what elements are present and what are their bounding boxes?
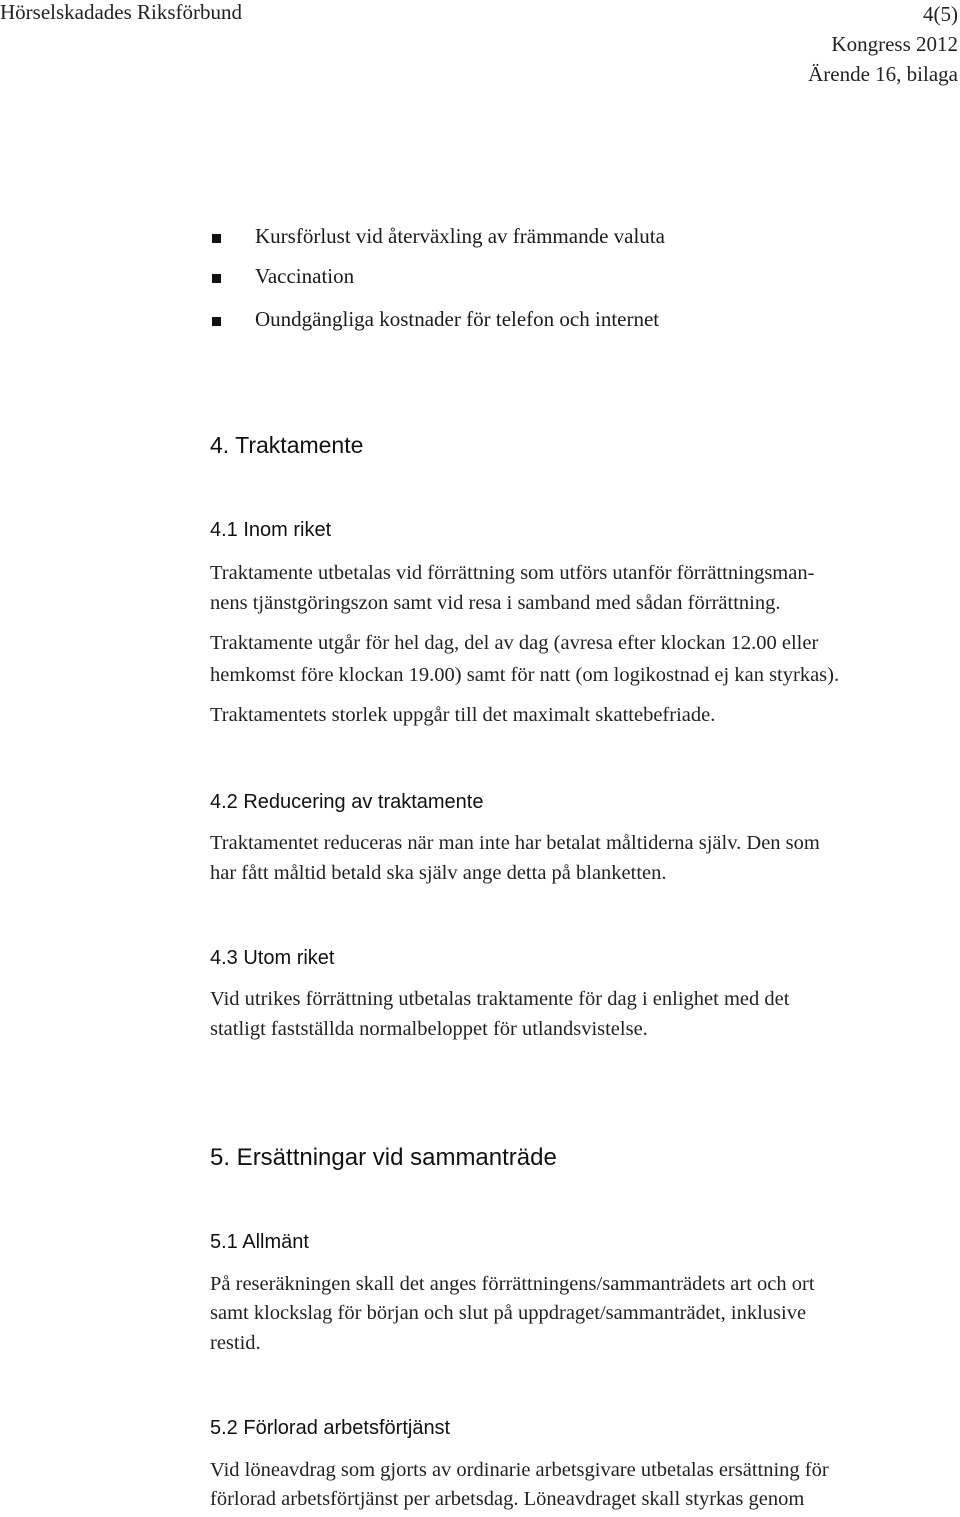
paragraph-line: Traktamente utgår för hel dag, del av dag (avresa efter klockan 12.00 eller [210, 632, 819, 654]
subsection-heading: 4.2 Reducering av traktamente [210, 791, 484, 813]
paragraph-line: Traktamentets storlek uppgår till det maximalt skattebefriade. [210, 704, 716, 726]
paragraph-line: samt klockslag för början och slut på uppdraget/sammanträdet, inklusive [210, 1302, 807, 1324]
list-item-text: Vaccination [255, 264, 355, 288]
paragraph-line: har fått måltid betald ska själv ange detta på blanketten. [210, 862, 667, 884]
org-name: Hörselskadades Riksförbund [0, 0, 243, 24]
page-number: 4(5) [923, 2, 958, 26]
square-bullet-icon [212, 317, 221, 326]
paragraph-line: förlorad arbetsförtjänst per arbetsdag. Löneavdraget skall styrkas genom [210, 1488, 805, 1510]
paragraph-line: Traktamentet reduceras när man inte har betalat måltiderna själv. Den som [210, 832, 820, 854]
subsection-heading: 4.3 Utom riket [210, 947, 335, 969]
paragraph-line: Traktamente utbetalas vid förrättning som utförs utanför förrättningsman- [210, 562, 815, 584]
item-label: Ärende 16, bilaga [808, 62, 958, 86]
subsection-heading: 5.1 Allmänt [210, 1231, 309, 1253]
paragraph-line: På reseräkningen skall det anges förrättningens/sammanträdets art och ort [210, 1273, 815, 1295]
list-item-text: Oundgängliga kostnader för telefon och internet [255, 307, 660, 331]
congress-label: Kongress 2012 [831, 32, 958, 56]
paragraph-line: nens tjänstgöringszon samt vid resa i samband med sådan förrättning. [210, 592, 781, 614]
section-heading: 4. Traktamente [210, 432, 364, 458]
subsection-heading: 4.1 Inom riket [210, 519, 332, 541]
subsection-heading: 5.2 Förlorad arbetsförtjänst [210, 1417, 451, 1439]
paragraph-line: restid. [210, 1332, 261, 1354]
paragraph-line: hemkomst före klockan 19.00) samt för natt (om logikostnad ej kan styrkas). [210, 664, 840, 686]
paragraph-line: statligt fastställda normalbeloppet för utlandsvistelse. [210, 1018, 648, 1040]
square-bullet-icon [212, 234, 221, 243]
section-heading: 5. Ersättningar vid sammanträde [210, 1144, 557, 1171]
paragraph-line: Vid löneavdrag som gjorts av ordinarie arbetsgivare utbetalas ersättning för [210, 1459, 829, 1481]
paragraph-line: Vid utrikes förrättning utbetalas traktamente för dag i enlighet med det [210, 988, 790, 1010]
square-bullet-icon [212, 274, 221, 283]
list-item-text: Kursförlust vid återväxling av främmande valuta [255, 224, 665, 248]
